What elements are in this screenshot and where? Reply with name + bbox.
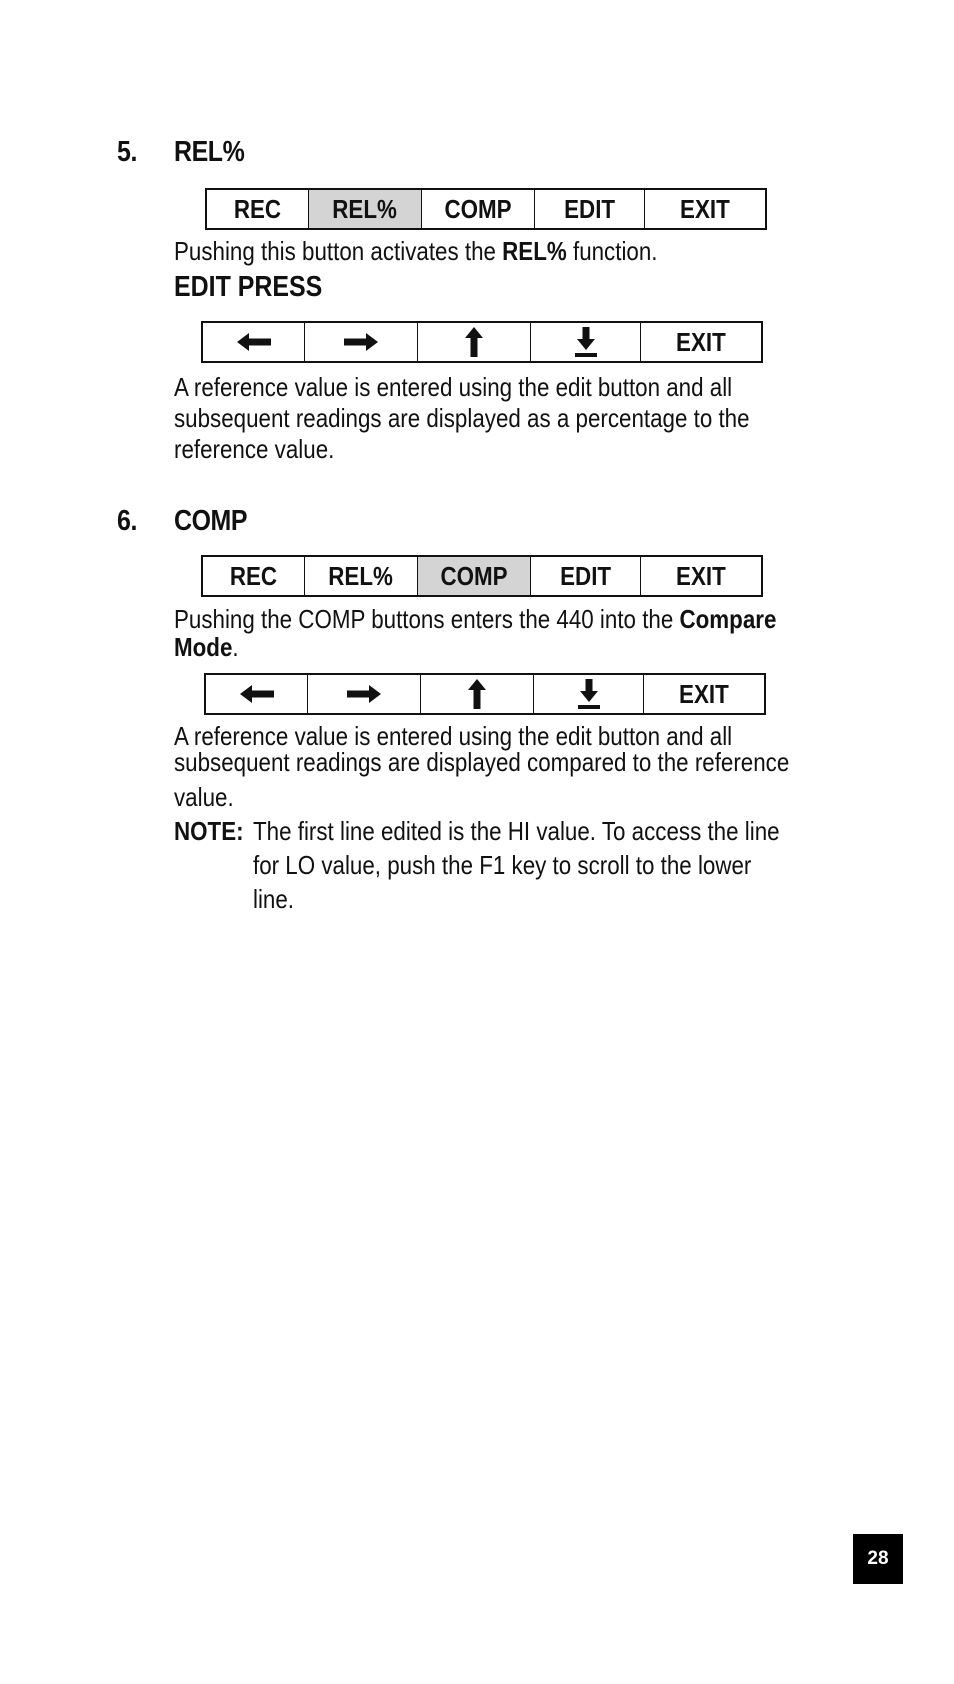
page-number-badge: 28 — [853, 1534, 903, 1584]
section-5-number: 5. — [117, 136, 137, 168]
menu-key-exit[interactable]: EXIT — [645, 190, 765, 228]
rel-edit-bar — [201, 321, 763, 363]
menu-key-comp[interactable]: COMP — [422, 190, 535, 228]
section-6-number: 6. — [117, 505, 137, 537]
rel-body-line-1: A reference value is entered using the edit button and all — [174, 372, 733, 402]
comp-description-line-1: Pushing the COMP buttons enters the 440 into the Compare — [174, 604, 777, 634]
comp-menu-bar — [201, 555, 763, 597]
left-arrow-key[interactable] — [203, 323, 305, 361]
menu-key-edit[interactable]: EDIT — [535, 190, 645, 228]
menu-key-rel-percent[interactable]: REL% — [309, 190, 422, 228]
note-line-1: The first line edited is the HI value. To access the line — [253, 816, 780, 846]
left-arrow-key[interactable] — [206, 675, 308, 713]
section-5-title: REL% — [174, 136, 245, 168]
right-arrow-key[interactable] — [305, 323, 418, 361]
comp-body-line-1: A reference value is entered using the edit button and all — [174, 721, 733, 751]
down-arrow-icon — [578, 679, 600, 709]
menu-key-rec[interactable]: REC — [207, 190, 309, 228]
right-arrow-key[interactable] — [308, 675, 421, 713]
note-line-2: for LO value, push the F1 key to scroll to the lower — [253, 850, 752, 880]
rel-body-line-3: reference value. — [174, 434, 335, 464]
up-arrow-key[interactable] — [418, 323, 531, 361]
note-label: NOTE: — [174, 816, 244, 846]
menu-key-rel-percent[interactable]: REL% — [305, 557, 418, 595]
rel-body-line-2: subsequent readings are displayed as a percentage to the — [174, 403, 750, 433]
comp-edit-bar — [204, 673, 766, 715]
right-arrow-icon — [344, 333, 378, 351]
menu-key-edit[interactable]: EDIT — [531, 557, 641, 595]
down-arrow-key[interactable] — [534, 675, 644, 713]
section-6-title: COMP — [174, 505, 248, 537]
left-arrow-icon — [237, 333, 271, 351]
right-arrow-icon — [347, 685, 381, 703]
rel-description: Pushing this button activates the REL% function. — [174, 236, 658, 266]
menu-key-comp[interactable]: COMP — [418, 557, 531, 595]
comp-description-line-2: Mode. — [174, 632, 239, 662]
rel-menu-bar — [205, 188, 767, 230]
up-arrow-icon — [465, 327, 483, 357]
down-arrow-icon — [575, 327, 597, 357]
menu-key-rec[interactable]: REC — [203, 557, 305, 595]
comp-body-line-3: value. — [174, 782, 234, 812]
down-arrow-key[interactable] — [531, 323, 641, 361]
edit-exit-key[interactable]: EXIT — [641, 323, 761, 361]
up-arrow-icon — [468, 679, 486, 709]
edit-exit-key[interactable]: EXIT — [644, 675, 764, 713]
left-arrow-icon — [240, 685, 274, 703]
note-line-3: line. — [253, 884, 295, 914]
up-arrow-key[interactable] — [421, 675, 534, 713]
comp-body-line-2: subsequent readings are displayed compared to the reference — [174, 747, 790, 777]
edit-press-heading: EDIT PRESS — [174, 271, 323, 303]
menu-key-exit[interactable]: EXIT — [641, 557, 761, 595]
